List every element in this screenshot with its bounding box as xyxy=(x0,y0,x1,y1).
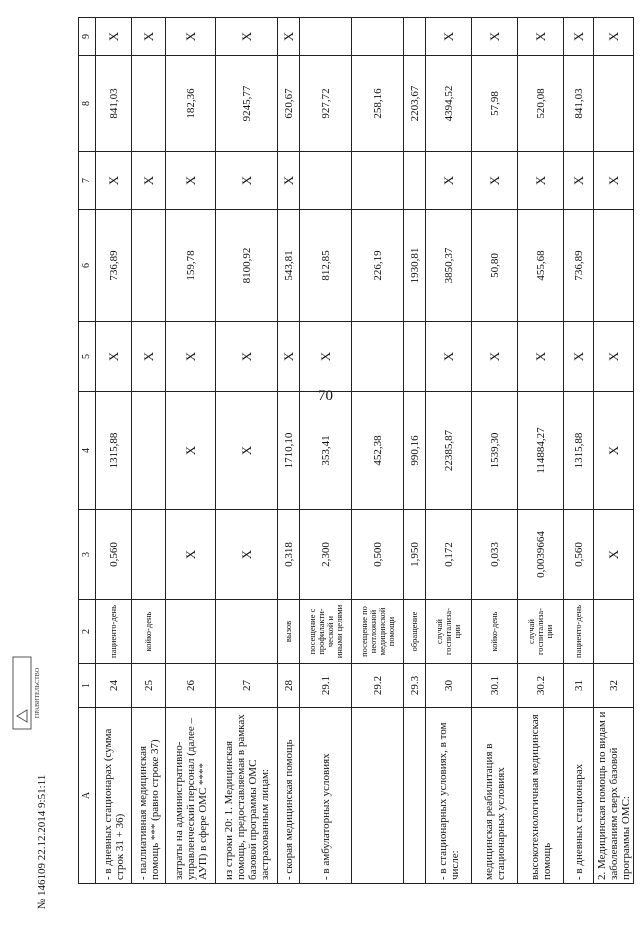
table-cell: койко-день xyxy=(132,600,166,664)
table-cell: Х xyxy=(564,18,594,56)
table-cell: Х xyxy=(216,18,278,56)
table-cell xyxy=(594,600,634,664)
table-row xyxy=(594,18,634,884)
column-header: 4 xyxy=(79,392,96,510)
row-label-cell: - в амбулаторных условиях xyxy=(300,708,352,884)
row-label-cell: из строки 20: 1. Медицинская помощь, предоставляемая в рамках базовой программы ОМС застрахованным лицам: xyxy=(216,708,278,884)
table-cell: 30.1 xyxy=(472,664,518,708)
table-cell: обращение xyxy=(404,600,426,664)
table-cell: Х xyxy=(216,510,278,600)
document-footer: № 146109 22.12.2014 9:51:11 xyxy=(36,774,48,910)
column-header: 5 xyxy=(79,322,96,392)
rotated-table-area xyxy=(78,18,632,884)
table-cell: 543,81 xyxy=(278,210,300,322)
table-cell xyxy=(166,600,216,664)
table-cell: Х xyxy=(166,392,216,510)
table-cell: Х xyxy=(472,152,518,210)
column-header: 1 xyxy=(79,664,96,708)
table-cell: Х xyxy=(594,510,634,600)
table-row xyxy=(472,18,518,884)
table-cell xyxy=(404,152,426,210)
table-cell xyxy=(352,322,404,392)
table-cell: Х xyxy=(166,510,216,600)
row-label-cell: затраты на административно-управленческий персонал (далее – АУП) в сфере ОМС **** xyxy=(166,708,216,884)
page-number: 70 xyxy=(318,388,333,404)
row-label-cell: - в дневных стационарах xyxy=(564,708,594,884)
table-cell: 353,41 xyxy=(300,392,352,510)
table-row xyxy=(564,18,594,884)
table-cell: 1539,30 xyxy=(472,392,518,510)
table-cell: 3850,37 xyxy=(426,210,472,322)
table-cell: Х xyxy=(518,18,564,56)
table-cell: 520,08 xyxy=(518,56,564,152)
table-cell: Х xyxy=(278,152,300,210)
table-cell: Х xyxy=(564,152,594,210)
table-cell: посещение по неотложной медицинской помощи xyxy=(352,600,404,664)
table-cell: 736,89 xyxy=(564,210,594,322)
table-body xyxy=(96,18,634,884)
table-cell: 30 xyxy=(426,664,472,708)
table-cell: 26 xyxy=(166,664,216,708)
row-label-cell xyxy=(404,708,426,884)
column-header: 2 xyxy=(79,600,96,664)
table-cell: Х xyxy=(166,322,216,392)
table-cell: 28 xyxy=(278,664,300,708)
table-row xyxy=(166,18,216,884)
table-cell: 31 xyxy=(564,664,594,708)
table-cell: 1710,10 xyxy=(278,392,300,510)
table-cell: 1,950 xyxy=(404,510,426,600)
table-cell: 1930,81 xyxy=(404,210,426,322)
table-cell: случай госпитализа-ции xyxy=(518,600,564,664)
table-cell: койко-день xyxy=(472,600,518,664)
column-header: 7 xyxy=(79,152,96,210)
table-cell: Х xyxy=(96,322,132,392)
table-cell: 258,16 xyxy=(352,56,404,152)
tariff-table xyxy=(78,17,634,884)
table-cell: 1315,88 xyxy=(564,392,594,510)
table-cell xyxy=(300,18,352,56)
table-cell xyxy=(404,18,426,56)
table-cell: 27 xyxy=(216,664,278,708)
table-row xyxy=(96,18,132,884)
table-cell: Х xyxy=(96,152,132,210)
table-cell: 0,0039664 xyxy=(518,510,564,600)
table-cell: 841,03 xyxy=(96,56,132,152)
table-cell: вызов xyxy=(278,600,300,664)
table-cell: Х xyxy=(300,322,352,392)
table-cell xyxy=(300,152,352,210)
row-label-cell: высокотехнологичная медицинская помощь xyxy=(518,708,564,884)
row-label-cell: - в стационарных условиях, в том числе: xyxy=(426,708,472,884)
row-label-cell: 2. Медицинская помощь по видам и заболеваниям сверх базовой программы ОМС: xyxy=(594,708,634,884)
table-cell xyxy=(594,56,634,152)
table-cell: 0,172 xyxy=(426,510,472,600)
table-cell: Х xyxy=(166,152,216,210)
table-cell: Х xyxy=(594,322,634,392)
column-header: 3 xyxy=(79,510,96,600)
table-cell: 22385,87 xyxy=(426,392,472,510)
table-cell: пациенто-день xyxy=(564,600,594,664)
table-cell xyxy=(132,56,166,152)
table-cell: 2203,67 xyxy=(404,56,426,152)
table-row xyxy=(426,18,472,884)
table-cell: Х xyxy=(278,322,300,392)
stamp-emblem-icon xyxy=(12,656,32,730)
header-row xyxy=(79,18,96,884)
table-cell: Х xyxy=(594,18,634,56)
table-cell: Х xyxy=(594,392,634,510)
table-cell: случай госпитализа-ции xyxy=(426,600,472,664)
table-cell: 29.3 xyxy=(404,664,426,708)
table-cell: 0,560 xyxy=(96,510,132,600)
row-label-cell xyxy=(352,708,404,884)
table-cell: 0,560 xyxy=(564,510,594,600)
table-cell: Х xyxy=(594,152,634,210)
table-cell: 114884,27 xyxy=(518,392,564,510)
table-row xyxy=(278,18,300,884)
table-row xyxy=(216,18,278,884)
table-cell: Х xyxy=(216,392,278,510)
table-row xyxy=(300,18,352,884)
table-cell: 30.2 xyxy=(518,664,564,708)
table-cell: Х xyxy=(132,18,166,56)
table-cell: 50,80 xyxy=(472,210,518,322)
table-cell xyxy=(594,210,634,322)
table-cell xyxy=(352,18,404,56)
table-cell: Х xyxy=(426,152,472,210)
table-cell: 29.1 xyxy=(300,664,352,708)
row-label-cell: медицинская реабилитация в стационарных условиях xyxy=(472,708,518,884)
table-cell: пациенто-день xyxy=(96,600,132,664)
column-header: 8 xyxy=(79,56,96,152)
table-cell: 2,300 xyxy=(300,510,352,600)
table-cell: 455,68 xyxy=(518,210,564,322)
table-cell: 24 xyxy=(96,664,132,708)
table-row xyxy=(404,18,426,884)
table-cell: 32 xyxy=(594,664,634,708)
table-cell: 4394,52 xyxy=(426,56,472,152)
table-cell: Х xyxy=(132,152,166,210)
column-header: 6 xyxy=(79,210,96,322)
table-cell: Х xyxy=(472,18,518,56)
table-row xyxy=(352,18,404,884)
table-cell: 182,36 xyxy=(166,56,216,152)
table-cell xyxy=(132,392,166,510)
table-cell: 0,033 xyxy=(472,510,518,600)
table-cell: 0,318 xyxy=(278,510,300,600)
table-cell: 0,500 xyxy=(352,510,404,600)
table-cell: 159,78 xyxy=(166,210,216,322)
row-label-cell: - скорая медицинская помощь xyxy=(278,708,300,884)
table-cell: Х xyxy=(426,18,472,56)
table-cell: Х xyxy=(518,322,564,392)
column-header: А xyxy=(79,708,96,884)
table-cell: 620,67 xyxy=(278,56,300,152)
table-cell xyxy=(404,322,426,392)
table-row xyxy=(518,18,564,884)
table-row xyxy=(132,18,166,884)
table-cell: 841,03 xyxy=(564,56,594,152)
table-cell: 9245,77 xyxy=(216,56,278,152)
table-cell: 452,38 xyxy=(352,392,404,510)
table-cell: 8100,92 xyxy=(216,210,278,322)
table-cell: 226,19 xyxy=(352,210,404,322)
table-cell: Х xyxy=(132,322,166,392)
table-cell: Х xyxy=(216,152,278,210)
row-label-cell: - паллиативная медицинская помощь *** (равно строке 37) xyxy=(132,708,166,884)
column-header: 9 xyxy=(79,18,96,56)
table-cell xyxy=(216,600,278,664)
official-stamp xyxy=(12,656,41,730)
table-cell xyxy=(352,152,404,210)
table-cell: 25 xyxy=(132,664,166,708)
table-cell: Х xyxy=(564,322,594,392)
table-cell: Х xyxy=(216,322,278,392)
table-cell: Х xyxy=(278,18,300,56)
table-cell xyxy=(132,510,166,600)
table-cell: 57,98 xyxy=(472,56,518,152)
table-cell: Х xyxy=(426,322,472,392)
table-cell: Х xyxy=(472,322,518,392)
row-label-cell: - в дневных стационарах (сумма строк 31 + 36) xyxy=(96,708,132,884)
table-cell: Х xyxy=(518,152,564,210)
table-cell: Х xyxy=(96,18,132,56)
table-cell xyxy=(132,210,166,322)
table-cell: 927,72 xyxy=(300,56,352,152)
table-cell: 1315,88 xyxy=(96,392,132,510)
table-cell: 736,89 xyxy=(96,210,132,322)
table-cell: 990,16 xyxy=(404,392,426,510)
table-cell: посещение с профилакти-ческой и иными целями xyxy=(300,600,352,664)
stamp-text: ПРАВИТЕЛЬСТВО xyxy=(35,667,41,719)
table-cell: Х xyxy=(166,18,216,56)
table-cell: 29.2 xyxy=(352,664,404,708)
table-cell: 812,85 xyxy=(300,210,352,322)
